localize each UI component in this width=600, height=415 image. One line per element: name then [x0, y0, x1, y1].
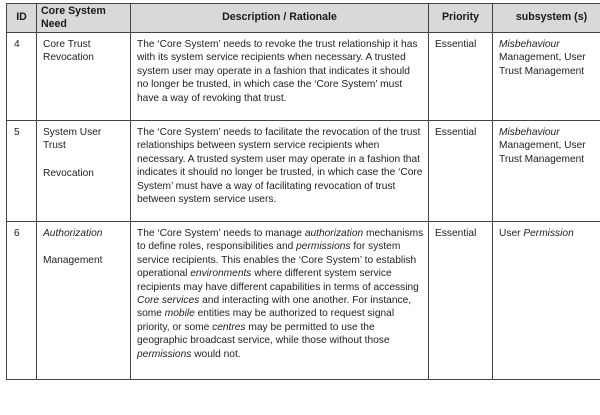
table-row	[7, 222, 600, 380]
row-description: The ‘Core System’ needs to facilitate the revocation of the trust relationships between system service recipients when necessary. A trusted system user may operate in a fashion that indicates it should no longer be trusted, in which case the ‘Core System’ must have a way of facilitating revocation of trust between system service users.	[131, 121, 429, 222]
desc-emphasis: environments	[190, 268, 252, 280]
row-subsystem	[493, 121, 600, 222]
desc-text: and interacting with one another. For instance, some	[137, 295, 412, 320]
row-priority: Essential	[429, 33, 493, 121]
row-description	[131, 222, 429, 380]
need-line: System User Trust	[43, 127, 102, 152]
header-subsystem: subsystem (s)	[493, 4, 600, 33]
desc-emphasis: mobile	[164, 308, 195, 320]
header-core-system-need: Core System Need	[37, 4, 131, 33]
desc-text: entities may be authorized to request signal priority, or some	[137, 308, 395, 333]
need-line: Management	[43, 255, 103, 267]
subsystem-text: User	[499, 228, 524, 239]
need-line: Revocation	[43, 167, 94, 179]
desc-text: would not.	[191, 348, 241, 360]
desc-text: for system service recipients. This enables the ‘Core System’ to establish operational	[137, 241, 417, 280]
row-id: 6	[7, 222, 37, 380]
table-row	[7, 33, 600, 121]
desc-emphasis: Core services	[137, 295, 200, 307]
subsystem-emphasis: Permission	[523, 228, 574, 239]
header-row	[7, 4, 600, 33]
table-row	[7, 121, 600, 222]
desc-text: where different system service recipients may have different capabilities in terms of accessing	[137, 268, 419, 293]
row-need	[37, 222, 131, 380]
row-subsystem	[493, 222, 600, 380]
desc-text: The ‘Core System’ needs to manage	[137, 228, 305, 239]
row-subsystem	[493, 33, 600, 121]
need-line: Revocation	[43, 52, 94, 64]
desc-text: mechanisms to define roles, responsibilities and	[137, 228, 424, 253]
row-need	[37, 121, 131, 222]
requirements-table	[6, 3, 600, 380]
need-line: Authorization	[43, 228, 103, 239]
row-id: 4	[7, 33, 37, 121]
row-need	[37, 33, 131, 121]
row-priority: Essential	[429, 121, 493, 222]
desc-emphasis: permissions	[137, 348, 192, 360]
subsystem-emphasis: Misbehaviour	[499, 127, 560, 138]
subsystem-emphasis: Misbehaviour	[499, 39, 560, 50]
desc-emphasis: centres	[212, 321, 246, 333]
subsystem-text: Management, User Trust Management	[499, 52, 586, 77]
row-id: 5	[7, 121, 37, 222]
header-id: ID	[7, 4, 37, 33]
desc-emphasis: permissions	[296, 241, 351, 253]
desc-text: may be permitted to use the geographic broadcast service, while those without those	[137, 321, 390, 347]
desc-emphasis: authorization	[304, 228, 364, 239]
header-priority: Priority	[429, 4, 493, 33]
subsystem-text: Management, User Trust Management	[499, 140, 586, 165]
need-line: Core Trust	[43, 39, 91, 50]
header-description: Description / Rationale	[131, 4, 429, 33]
row-priority: Essential	[429, 222, 493, 380]
row-description: The ‘Core System’ needs to revoke the trust relationship it has with its system service recipients when necessary. A trusted system user may operate in a fashion that indicates it should no longer be trusted, in which case the ‘Core System’ must have a way of revoking that trust.	[131, 33, 429, 121]
